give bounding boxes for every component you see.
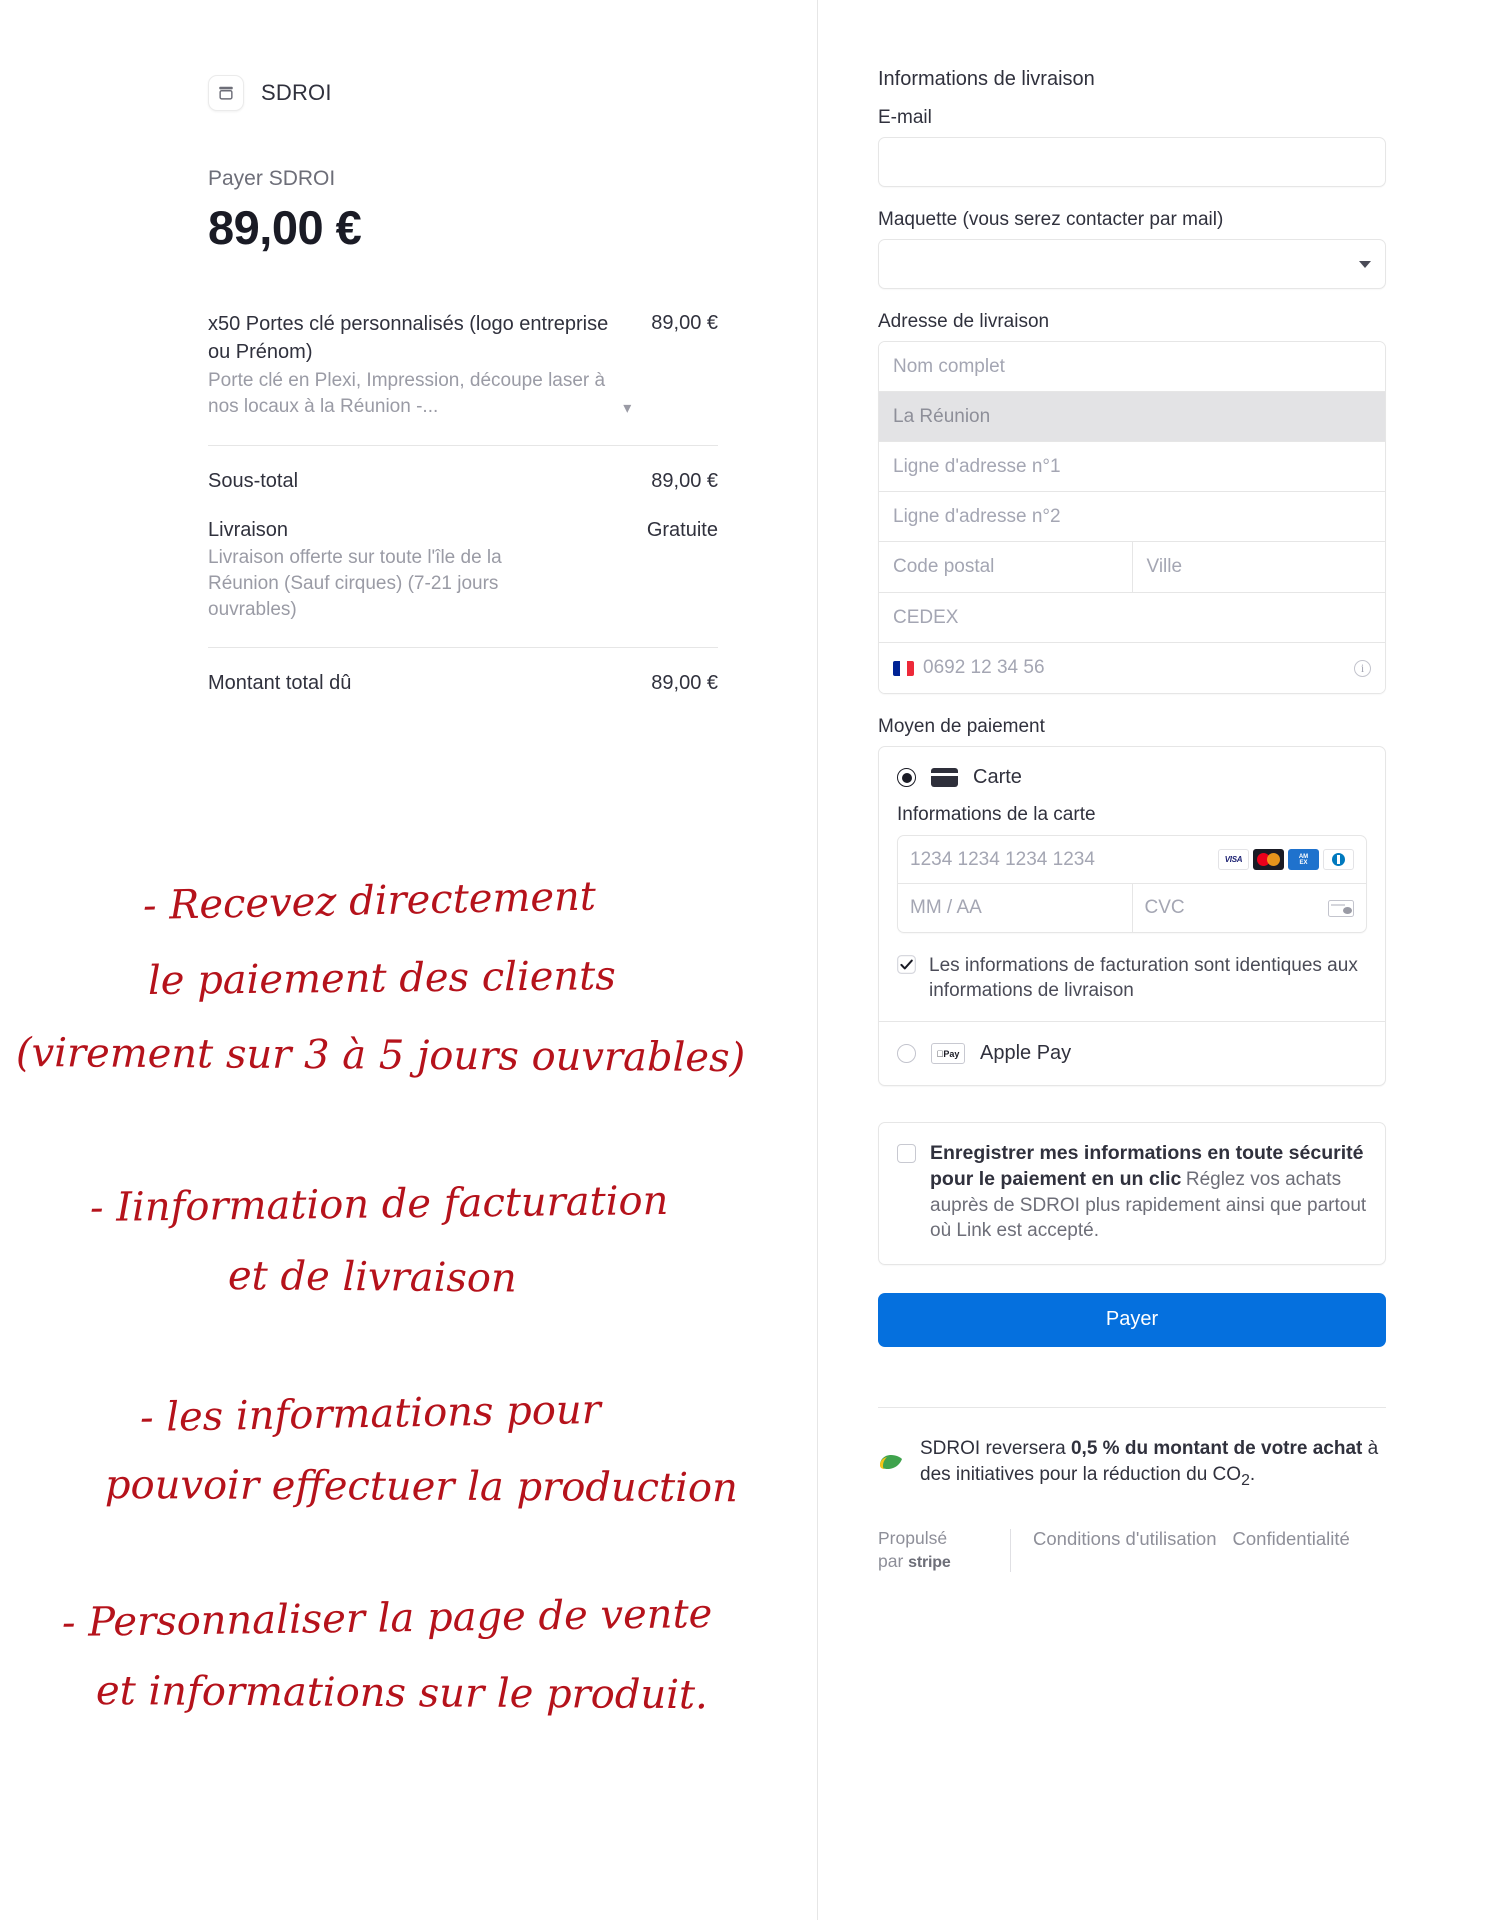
save-info-description: Réglez vos achats auprès de SDROI plus rapidement ainsi que partout où Link est accepté. (930, 1169, 1367, 1242)
divider (878, 1407, 1386, 1408)
amex-icon: AM EX (1288, 849, 1319, 870)
info-icon[interactable]: i (1354, 660, 1371, 677)
payment-method-card[interactable] (879, 747, 1385, 804)
stripe-attribution (878, 1527, 1386, 1574)
legal-links (1033, 1527, 1350, 1552)
full-name-field[interactable]: Nom complet (879, 342, 1385, 392)
co2-middle: à des initiatives pour la réduction du CO (920, 1437, 1379, 1485)
annotation-line-1: - Recevez directement (142, 873, 597, 929)
radio-dot (902, 773, 912, 783)
checkmark-icon[interactable] (897, 955, 916, 974)
annotation-line-9: et informations sur le produit. (95, 1668, 708, 1719)
card-number-field[interactable] (898, 836, 1366, 884)
mastercard-icon (1253, 849, 1284, 870)
co2-subscript: 2 (1241, 1471, 1250, 1489)
save-info-box[interactable] (878, 1122, 1386, 1264)
annotation-line-6: - les informations pour (139, 1386, 602, 1441)
pay-label: Payer SDROI (208, 167, 336, 190)
card-cvc-placeholder: CVC (1144, 897, 1185, 918)
terms-link[interactable]: Conditions d'utilisation (1033, 1528, 1217, 1550)
pay-amount: 89,00 € (208, 201, 362, 254)
annotation-line-5: et de livraison (227, 1253, 517, 1302)
card-expiry-placeholder: MM / AA (910, 897, 982, 918)
delivery-section-title: Informations de livraison (878, 68, 1095, 90)
shipping-value: Gratuite (646, 518, 718, 541)
annotation-line-8: - Personnaliser la page de vente (61, 1590, 713, 1646)
payment-method-apple-pay[interactable] (879, 1022, 1385, 1085)
billing-same-checkbox-row[interactable] (879, 949, 1385, 1021)
checkout-form (878, 68, 1386, 1574)
card-expiry-cvc-row (898, 884, 1366, 932)
line-item-description: Porte clé en Plexi, Impression, découpe laser à nos locaux à la Réunion -... (208, 370, 606, 418)
total-label: Montant total dû (208, 672, 352, 695)
annotation-line-3: (virement sur 3 à 5 jours ouvrables) (15, 1030, 746, 1082)
divider (208, 647, 718, 648)
co2-bold: 0,5 % du montant de votre achat (1070, 1437, 1363, 1459)
card-number-placeholder: 1234 1234 1234 1234 (910, 848, 1095, 870)
checkout-form-pane (818, 0, 1507, 1920)
card-cvc-field[interactable] (1133, 884, 1367, 932)
phone-field[interactable] (879, 643, 1385, 693)
card-info-title: Informations de la carte (897, 804, 1096, 825)
card-fields (897, 835, 1367, 933)
card-expiry-field[interactable] (898, 884, 1133, 932)
annotation-line-2: le paiement des clients (147, 953, 617, 1004)
payment-method-apple-pay-label: Apple Pay (980, 1042, 1072, 1065)
visa-icon: VISA (1218, 849, 1249, 870)
divider (1010, 1529, 1011, 1572)
city-field[interactable]: Ville (1146, 556, 1183, 577)
postal-code-field[interactable]: Code postal (879, 542, 1133, 592)
store-icon (208, 75, 244, 111)
annotation-line-7: pouvoir effectuer la production (104, 1462, 738, 1512)
co2-prefix: SDROI reversera (920, 1437, 1071, 1459)
phone-placeholder: 0692 12 34 56 (923, 657, 1045, 678)
divider (208, 445, 718, 446)
radio-card[interactable] (897, 768, 916, 787)
payment-method-group (878, 746, 1386, 1086)
radio-apple-pay[interactable] (897, 1044, 916, 1063)
line-item[interactable] (208, 311, 718, 421)
chevron-down-icon (1359, 261, 1371, 268)
maquette-select[interactable] (878, 239, 1386, 289)
powered-line2: par (878, 1551, 904, 1572)
cvc-card-icon (1328, 900, 1354, 917)
card-brand-icons (1218, 849, 1354, 870)
apple-pay-icon: Pay (931, 1043, 965, 1064)
france-flag-icon (893, 661, 914, 676)
powered-line1: Propulsé (878, 1528, 948, 1549)
credit-card-icon (931, 768, 958, 787)
cedex-field[interactable]: CEDEX (879, 593, 1385, 643)
line-item-main (208, 311, 631, 421)
subtotal-value: 89,00 € (651, 469, 718, 492)
address-group (878, 341, 1386, 694)
stripe-logo: stripe (908, 1554, 951, 1572)
email-label: E-mail (878, 107, 932, 128)
maquette-label: Maquette (vous serez contacter par mail) (878, 209, 1224, 230)
chevron-down-icon[interactable]: ▾ (623, 399, 632, 417)
diners-club-icon (1323, 849, 1354, 870)
save-info-text (930, 1141, 1367, 1243)
shipping-note: Livraison offerte sur toute l'île de la Réunion (Sauf cirques) (7-21 jours ouvrables) (208, 546, 502, 621)
pay-button[interactable]: Payer (878, 1293, 1386, 1347)
address-section-title: Adresse de livraison (878, 311, 1050, 332)
payment-method-card-label: Carte (973, 766, 1022, 788)
merchant-header (208, 75, 718, 111)
billing-same-label: Les informations de facturation sont identiques aux informations de livraison (929, 955, 1358, 1002)
phone-left (893, 657, 1045, 679)
save-info-title: Enregistrer mes informations en toute sécurité pour le paiement en un clic (930, 1142, 1364, 1191)
co2-suffix: . (1249, 1463, 1256, 1485)
shipping-label: Livraison (208, 518, 289, 541)
card-details (879, 804, 1385, 949)
annotation-line-4: - Iinformation de facturation (89, 1177, 669, 1231)
subtotal-row (208, 470, 718, 493)
address-line2-field[interactable]: Ligne d'adresse n°2 (879, 492, 1385, 542)
line-items (208, 311, 718, 421)
co2-notice (878, 1436, 1386, 1492)
total-row (208, 672, 718, 695)
leaf-icon (878, 1450, 904, 1476)
merchant-name: SDROI (261, 80, 332, 105)
powered-by (878, 1527, 1010, 1574)
shipping-main (208, 519, 568, 624)
subtotal-label: Sous-total (208, 469, 299, 492)
country-field[interactable]: La Réunion (879, 392, 1385, 442)
privacy-link[interactable]: Confidentialité (1232, 1528, 1350, 1550)
postal-city-row (879, 542, 1385, 593)
order-summary (208, 75, 718, 695)
address-line1-field[interactable]: Ligne d'adresse n°1 (879, 442, 1385, 492)
line-item-description-row (208, 368, 631, 420)
total-value: 89,00 € (651, 672, 718, 695)
shipping-row (208, 519, 718, 624)
co2-text (920, 1436, 1386, 1492)
line-item-price: 89,00 € (651, 312, 718, 334)
payment-section-title: Moyen de paiement (878, 716, 1045, 737)
email-field[interactable] (878, 137, 1386, 187)
line-item-title: x50 Portes clé personnalisés (logo entreprise ou Prénom) (208, 313, 609, 363)
save-info-checkbox[interactable] (897, 1144, 916, 1163)
